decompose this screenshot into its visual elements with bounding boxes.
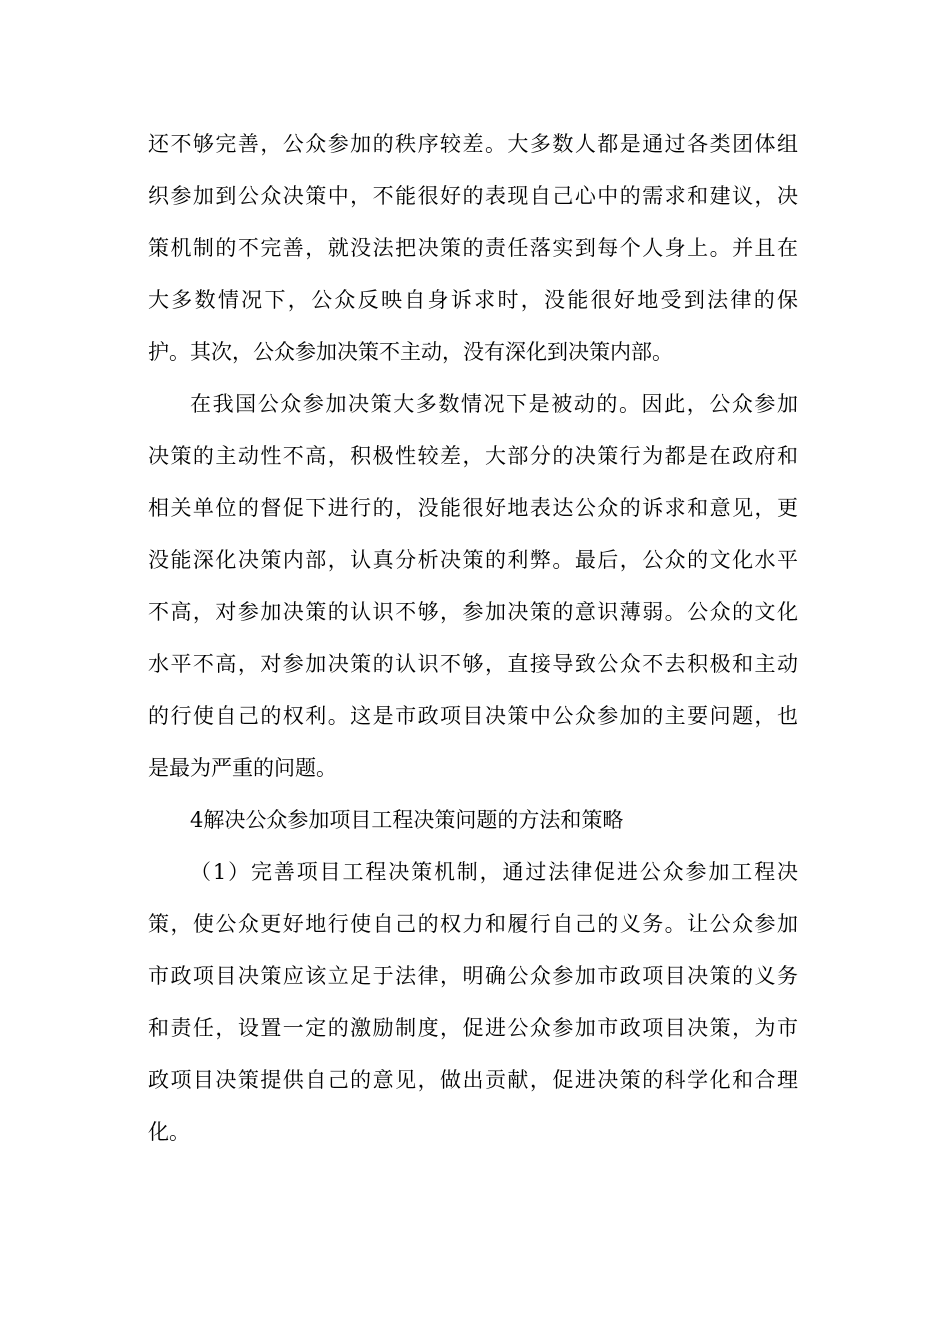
paragraph-3 (148, 846, 798, 1158)
paragraph-line: 和责任，设置一定的激励制度，促进公众参加市政项目决策，为市 (148, 1016, 798, 1040)
body-text (148, 118, 798, 1158)
paragraph-line: 相关单位的督促下进行的，没能很好地表达公众的诉求和意见，更 (148, 496, 798, 520)
paragraph-line: 是最为严重的问题。 (148, 756, 337, 780)
paragraph-1 (148, 118, 798, 378)
paragraph-line: 化。 (148, 1120, 190, 1144)
paragraph-line: 护。其次，公众参加决策不主动，没有深化到决策内部。 (148, 340, 673, 364)
paragraph-line: 的行使自己的权利。这是市政项目决策中公众参加的主要问题，也 (148, 704, 798, 728)
paragraph-line: 政项目决策提供自己的意见，做出贡献，促进决策的科学化和合理 (148, 1068, 798, 1092)
paragraph-line: 水平不高，对参加决策的认识不够，直接导致公众不去积极和主动 (148, 652, 798, 676)
paragraph-line: 没能深化决策内部，认真分析决策的利弊。最后，公众的文化水平 (148, 548, 798, 572)
paragraph-line: 策，使公众更好地行使自己的权力和履行自己的义务。让公众参加 (148, 912, 798, 936)
section-heading: 4解决公众参加项目工程决策问题的方法和策略 (190, 808, 624, 832)
paragraph-line: 织参加到公众决策中，不能很好的表现自己心中的需求和建议，决 (148, 184, 798, 208)
paragraph-line: 不高，对参加决策的认识不够，参加决策的意识薄弱。公众的文化 (148, 600, 798, 624)
paragraph-line: 决策的主动性不高，积极性较差，大部分的决策行为都是在政府和 (148, 444, 798, 468)
paragraph-line: （1）完善项目工程决策机制，通过法律促进公众参加工程决 (190, 860, 798, 884)
paragraph-line: 在我国公众参加决策大多数情况下是被动的。因此，公众参加 (190, 392, 798, 416)
paragraph-2 (148, 378, 798, 794)
paragraph-line: 市政项目决策应该立足于法律，明确公众参加市政项目决策的义务 (148, 964, 798, 988)
paragraph-line: 策机制的不完善，就没法把决策的责任落实到每个人身上。并且在 (148, 236, 798, 260)
paragraph-line: 还不够完善，公众参加的秩序较差。大多数人都是通过各类团体组 (148, 132, 798, 156)
paragraph-line: 大多数情况下，公众反映自身诉求时，没能很好地受到法律的保 (148, 288, 798, 312)
